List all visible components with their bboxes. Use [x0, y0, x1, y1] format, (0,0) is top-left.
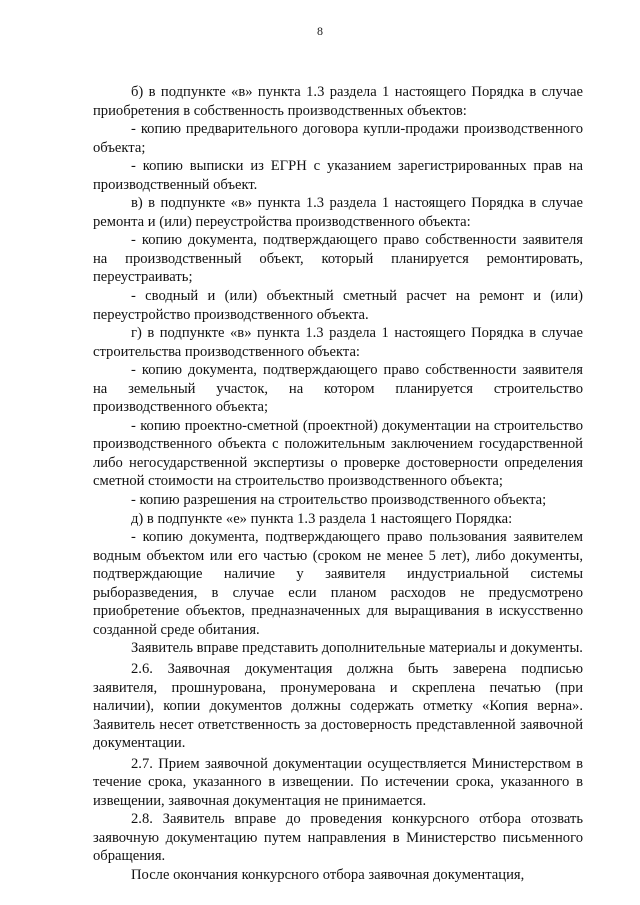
- paragraph-egrn-extract: - копию выписки из ЕГРН с указанием зарегистрированных прав на производственный объект.: [93, 158, 583, 193]
- paragraph-contract-copy: - копию предварительного договора купли-продажи производственного объекта;: [93, 121, 583, 156]
- page-number: 8: [317, 24, 323, 38]
- paragraph-land-ownership: - копию документа, подтверждающего право собственности заявителя на земельный участок, на котором планируется строительство производственного объекта;: [93, 362, 583, 416]
- paragraph-design-documentation: - копию проектно-сметной (проектной) документации на строительство производственного объекта с положительным заключением государственной либо негосударственной экспертизы о проверке достоверности определения сметной стоимости на строительство производственного объекта;: [93, 417, 583, 490]
- paragraph-construction-permit: - копию разрешения на строительство производственного объекта;: [131, 492, 547, 509]
- paragraph-item-b: б) в подпункте «в» пункта 1.3 раздела 1 настоящего Порядка в случае приобретения в собственность производственных объектов:: [93, 84, 583, 119]
- paragraph-item-v: в) в подпункте «в» пункта 1.3 раздела 1 настоящего Порядка в случае ремонта и (или) переустройства производственного объекта:: [93, 195, 583, 230]
- paragraph-section-2-8: 2.8. Заявитель вправе до проведения конкурсного отбора отозвать заявочную документацию путем направления в Министерство письменного обращения.: [93, 811, 583, 865]
- document-body: [93, 83, 583, 885]
- paragraph-additional-materials: Заявитель вправе представить дополнительные материалы и документы.: [131, 640, 583, 657]
- paragraph-estimate: - сводный и (или) объектный сметный расчет на ремонт и (или) переустройство производственного объекта.: [93, 288, 583, 323]
- paragraph-item-d: д) в подпункте «е» пункта 1.3 раздела 1 настоящего Порядка:: [131, 510, 513, 527]
- paragraph-section-2-6: 2.6. Заявочная документация должна быть заверена подписью заявителя, прошнурована, пронумерована и скреплена печатью (при наличии), копии документов должны содержать отметку «Копия верна». Заявитель несет ответственность за достоверность представленной заявочной документации.: [93, 660, 583, 752]
- paragraph-item-g: г) в подпункте «в» пункта 1.3 раздела 1 настоящего Порядка в случае строительства производственного объекта:: [93, 325, 583, 360]
- paragraph-ownership-document: - копию документа, подтверждающего право собственности заявителя на производственный объект, который планируется ремонтировать, переустраивать;: [93, 232, 583, 286]
- paragraph-water-use: - копию документа, подтверждающего право пользования заявителем водным объектом или его частью (сроком не менее 5 лет), либо документы, подтверждающие наличие у заявителя индустриальной системы рыборазведения, в случае если планом расходов не предусмотрено приобретение объектов, предназначенных для выращивания в искусственно созданной среде обитания.: [93, 529, 583, 638]
- paragraph-after-selection: После окончания конкурсного отбора заявочная документация,: [131, 866, 525, 883]
- paragraph-section-2-7: 2.7. Прием заявочной документации осуществляется Министерством в течение срока, указанного в извещении. По истечении срока, указанного в извещении, заявочная документация не принимается.: [93, 755, 583, 809]
